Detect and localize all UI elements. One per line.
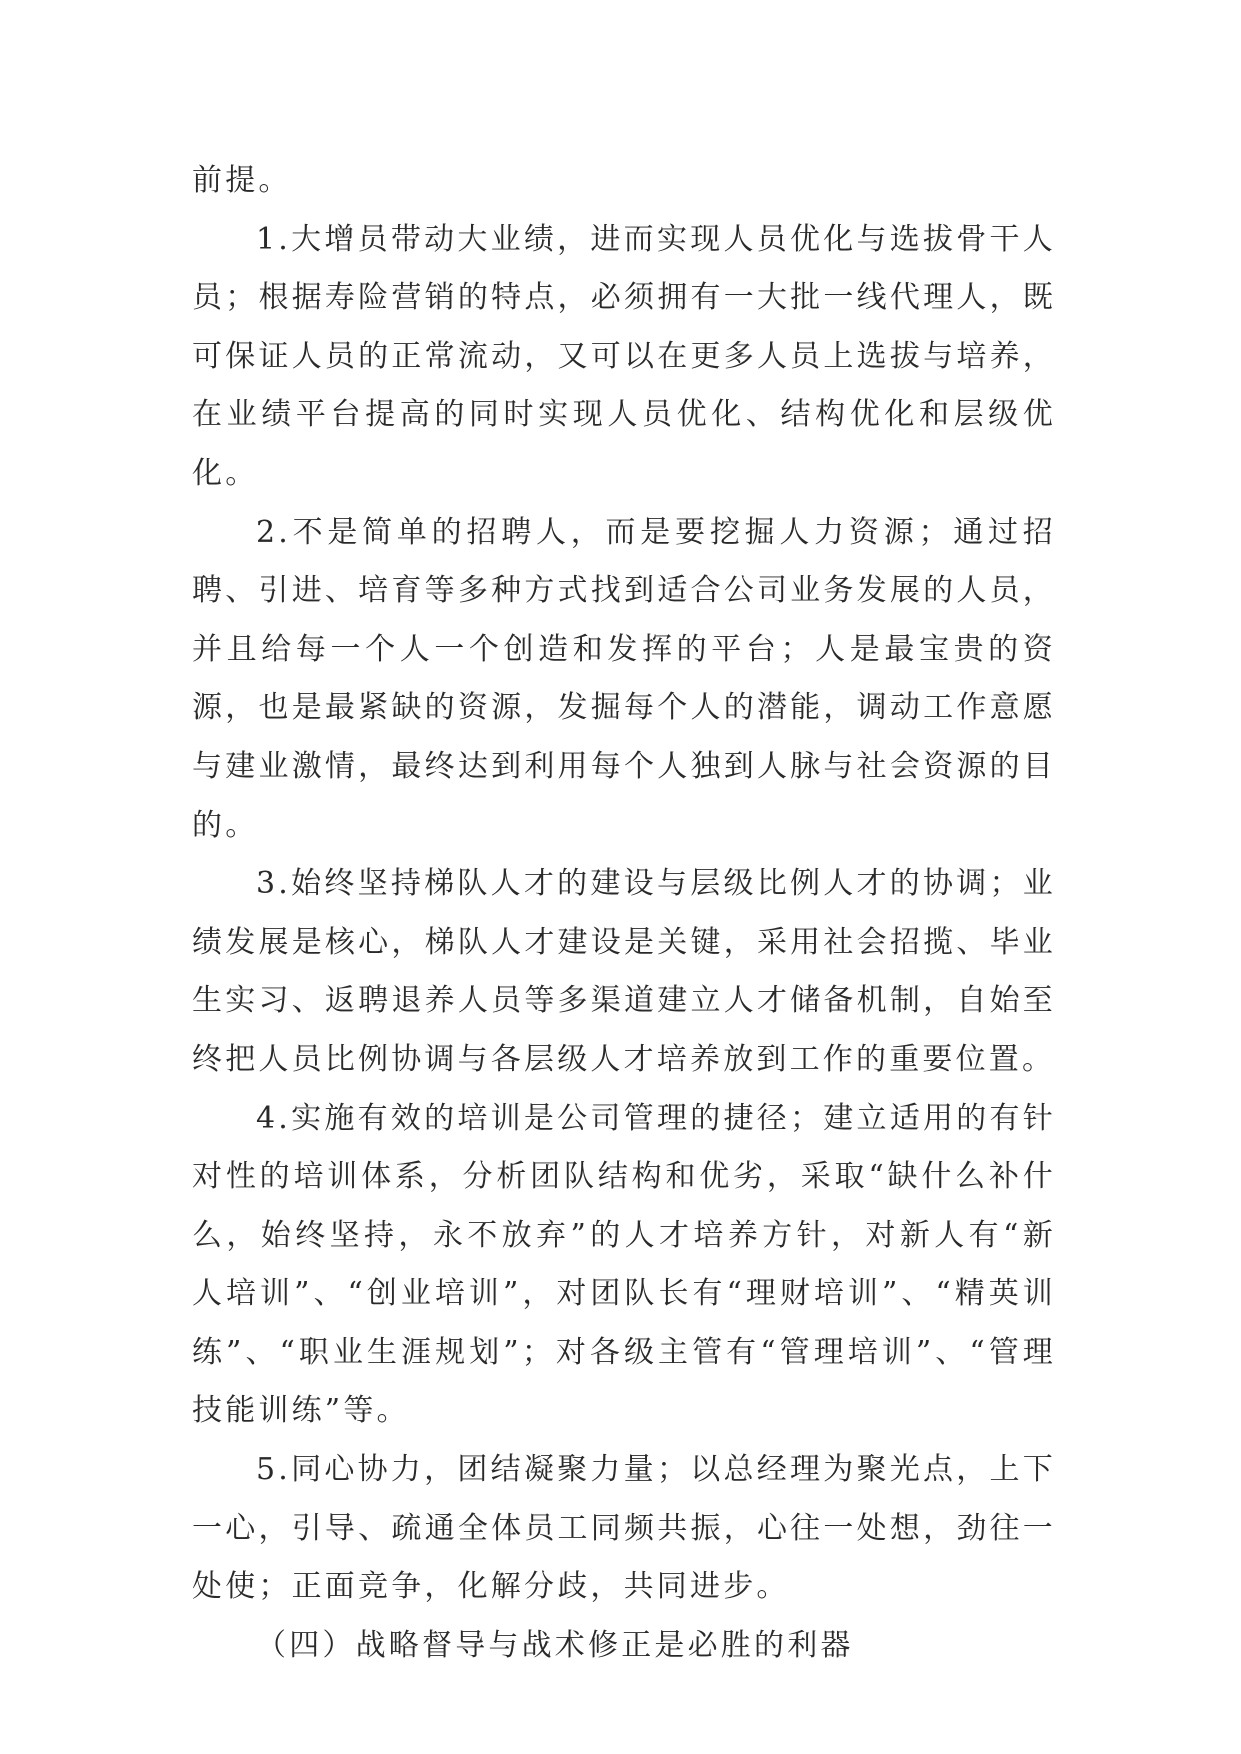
document-body: [192, 152, 1056, 1675]
paragraph-1: 前提。: [192, 163, 292, 198]
paragraph-6: 5.同心协力，团结凝聚力量；以总经理为聚光点，上下一心，引导、疏通全体员工同频共振，心往一处想，劲往一处使；正面竞争，化解分歧，共同进步。: [192, 1452, 1056, 1605]
paragraph-2: 1.大增员带动大业绩，进而实现人员优化与选拔骨干人员；根据寿险营销的特点，必须拥有一大批一线代理人，既可保证人员的正常流动，又可以在更多人员上选拔与培养，在业绩平台提高的同时实现人员优化、结构优化和层级优化。: [192, 221, 1056, 491]
section-heading: （四）战略督导与战术修正是必胜的利器: [256, 1627, 854, 1663]
paragraph-5: 4.实施有效的培训是公司管理的捷径；建立适用的有针对性的培训体系，分析团队结构和优劣，采取“缺什么补什么，始终坚持，永不放弃”的人才培养方针，对新人有“新人培训”、“创业培训”，对团队长有“理财培训”、“精英训练”、“职业生涯规划”；对各级主管有“管理培训”、“管理技能训练”等。: [192, 1100, 1056, 1429]
paragraph-4: 3.始终坚持梯队人才的建设与层级比例人才的协调；业绩发展是核心，梯队人才建设是关键，采用社会招揽、毕业生实习、返聘退养人员等多渠道建立人才储备机制，自始至终把人员比例协调与各层级人才培养放到工作的重要位置。: [192, 866, 1056, 1077]
paragraph-3: 2.不是简单的招聘人，而是要挖掘人力资源；通过招聘、引进、培育等多种方式找到适合公司业务发展的人员，并且给每一个人一个创造和发挥的平台；人是最宝贵的资源，也是最紧缺的资源，发掘每个人的潜能，调动工作意愿与建业激情，最终达到利用每个人独到人脉与社会资源的目的。: [192, 514, 1056, 843]
